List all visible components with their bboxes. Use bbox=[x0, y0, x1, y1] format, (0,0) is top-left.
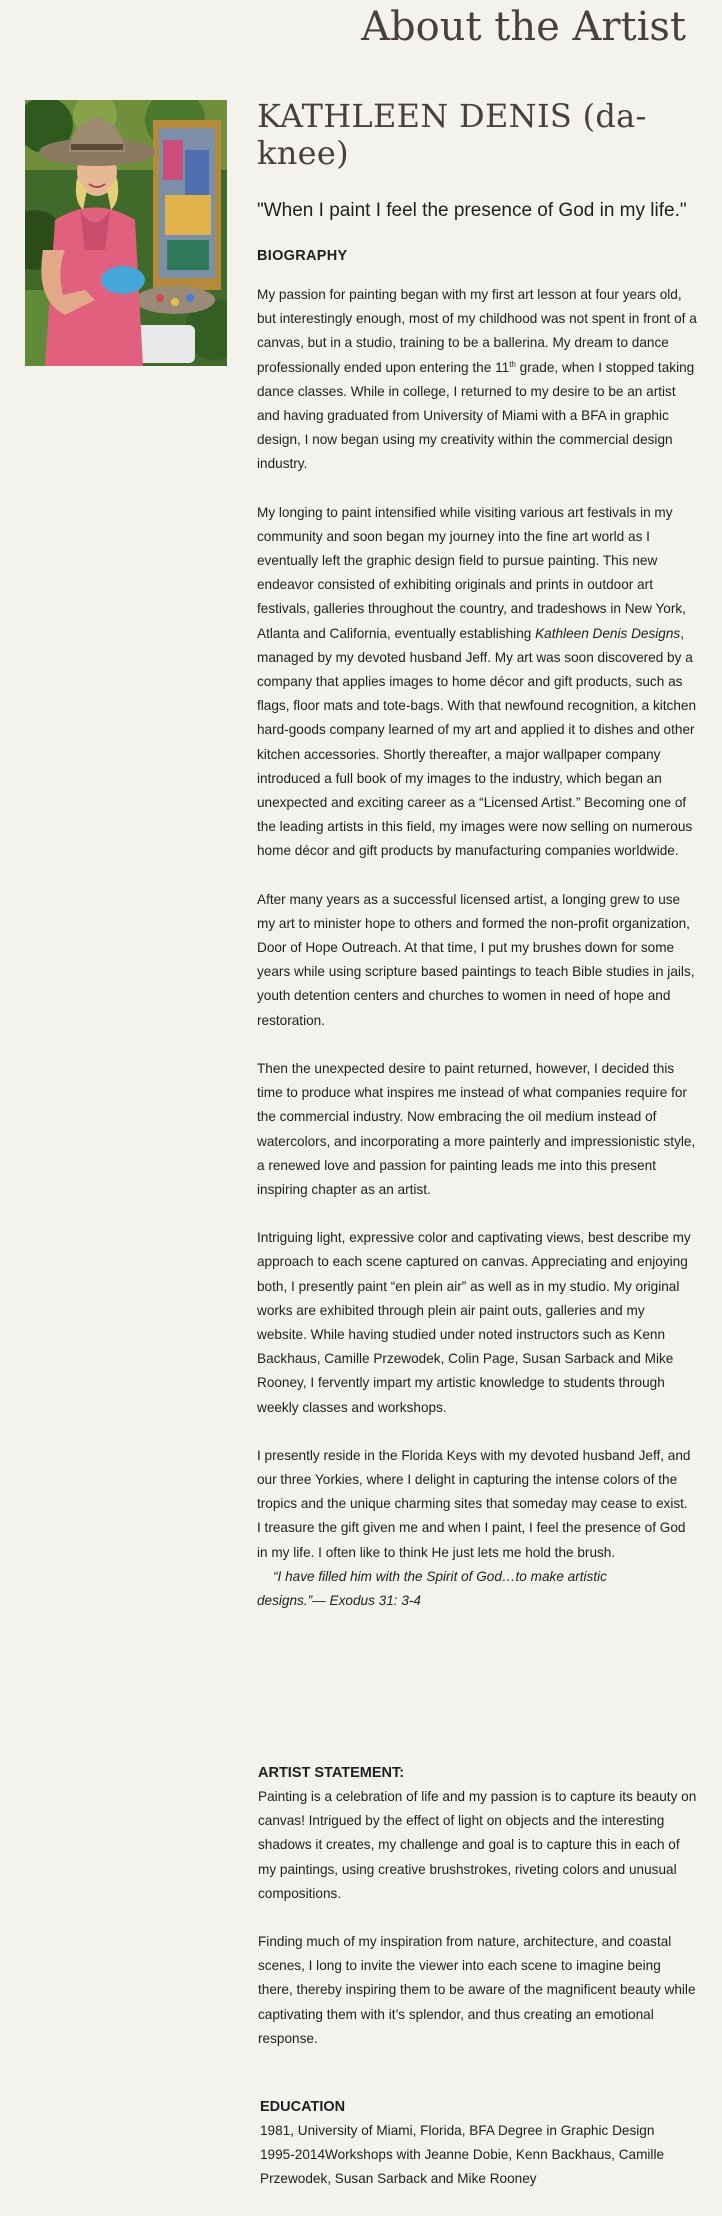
biography-paragraph-7: I treasure the gift given me and when I paint, I feel the presence of God in my life. I often like to think He just lets me hold the brush. bbox=[257, 1520, 686, 1560]
artist-statement-paragraph-2: Finding much of my inspiration from nature, architecture, and coastal scenes, I long to invite the viewer into each scene to imagine being there, thereby inspiring them to be aware of the magnificent beauty while captivating them with it’s splendor, and thus creating an emotional response. bbox=[258, 1934, 696, 2046]
artist-name: KATHLEEN DENIS (da-knee) bbox=[257, 97, 647, 172]
artist-statement-heading: ARTIST STATEMENT: bbox=[258, 1765, 405, 1781]
artist-portrait bbox=[25, 100, 227, 366]
company-name: Kathleen Denis Designs bbox=[535, 625, 681, 641]
biography-paragraph-1: My passion for painting began with my first art lesson at four years old, but interestingly enough, most of my childhood was not spent in front of a canvas, but in a studio, training to be a ballerina. My dream to dance professionally ended upon entering the 11th grade, when I stopped taking dance classes. While in college, I returned to my desire to be an artist and having graduated from University of Miami with a BFA in graphic design, I now began using my creativity within the commercial design industry. bbox=[257, 287, 697, 472]
scripture-quote: “I have filled him with the Spirit of God…to make artistic designs.”— Exodus 31: 3-4 bbox=[257, 1568, 607, 1608]
page-title: About the Artist bbox=[361, 4, 686, 50]
artist-quote: "When I paint I feel the presence of God in my life." bbox=[257, 200, 687, 221]
education-item: 1995-2014Workshops with Jeanne Dobie, Kenn Backhaus, Camille Przewodek, Susan Sarback and Mike Rooney bbox=[260, 2147, 665, 2187]
biography-paragraph-4: Then the unexpected desire to paint returned, however, I decided this time to produce what inspires me instead of what companies require for the commercial industry. Now embracing the oil medium instead of watercolors, and incorporating a more painterly and impressionistic style, a renewed love and passion for painting leads me into this present inspiring chapter as an artist. bbox=[257, 1060, 696, 1197]
main-content bbox=[257, 98, 697, 1613]
biography-paragraph-5: Intriguing light, expressive color and captivating views, best describe my approach to each scene captured on canvas. Appreciating and enjoying both, I presently paint “en plein air” as well as in my studio. My original works are exhibited through plein air paint outs, galleries and my website. While having studied under noted instructors such as Kenn Backhaus, Camille Przewodek, Colin Page, Susan Sarback and Mike Rooney, I fervently impart my artistic knowledge to students through weekly classes and workshops. bbox=[257, 1230, 691, 1415]
biography-heading: BIOGRAPHY bbox=[257, 248, 348, 264]
biography-paragraph-2: My longing to paint intensified while visiting various art festivals in my community and soon began my journey into the fine art world as I eventually left the graphic design field to pursue painting. This new endeavor consisted of exhibiting originals and prints in outdoor art festivals, galleries throughout the country, and tradeshows in New York, Atlanta and California, eventually establishing Kathleen Denis Designs, managed by my devoted husband Jeff. My art was soon discovered by a company that applies images to home décor and gift products, such as flags, floor mats and tote-bags. With that newfound recognition, a kitchen hard-goods company learned of my art and applied it to dishes and other kitchen accessories. Shortly thereafter, a major wallpaper company introduced a full book of my images to the industry, which began an unexpected and exciting career as a “Licensed Artist.” Becoming one of the leading artists in this field, my images were now selling on numerous home décor and gift products by manufacturing companies worldwide. bbox=[257, 504, 697, 859]
education-item: 1981, University of Miami, Florida, BFA Degree in Graphic Design bbox=[260, 2123, 655, 2138]
artist-portrait-photo bbox=[25, 100, 227, 366]
biography-paragraph-3: After many years as a successful licensed artist, a longing grew to use my art to minister hope to others and formed the non-profit organization, Door of Hope Outreach. At that time, I put my brushes down for some years while using scripture based paintings to teach Bible studies in jails, youth detention centers and churches to women in need of hope and restoration. bbox=[257, 891, 695, 1028]
education-heading: EDUCATION bbox=[260, 2099, 346, 2115]
artist-statement bbox=[258, 1761, 698, 2051]
education-section bbox=[260, 2095, 700, 2192]
biography-paragraph-6: I presently reside in the Florida Keys with my devoted husband Jeff, and our three Yorkies, where I delight in capturing the intense colors of the tropics and the unique charming sites that someday may cease to exist. bbox=[257, 1447, 691, 1512]
artist-statement-paragraph-1: Painting is a celebration of life and my passion is to capture its beauty on canvas! Intrigued by the effect of light on objects and the interesting shadows it creates, my challenge and goal is to capture this in each of my paintings, using creative brushstrokes, riveting colors and unusual compositions. bbox=[258, 1789, 697, 1901]
